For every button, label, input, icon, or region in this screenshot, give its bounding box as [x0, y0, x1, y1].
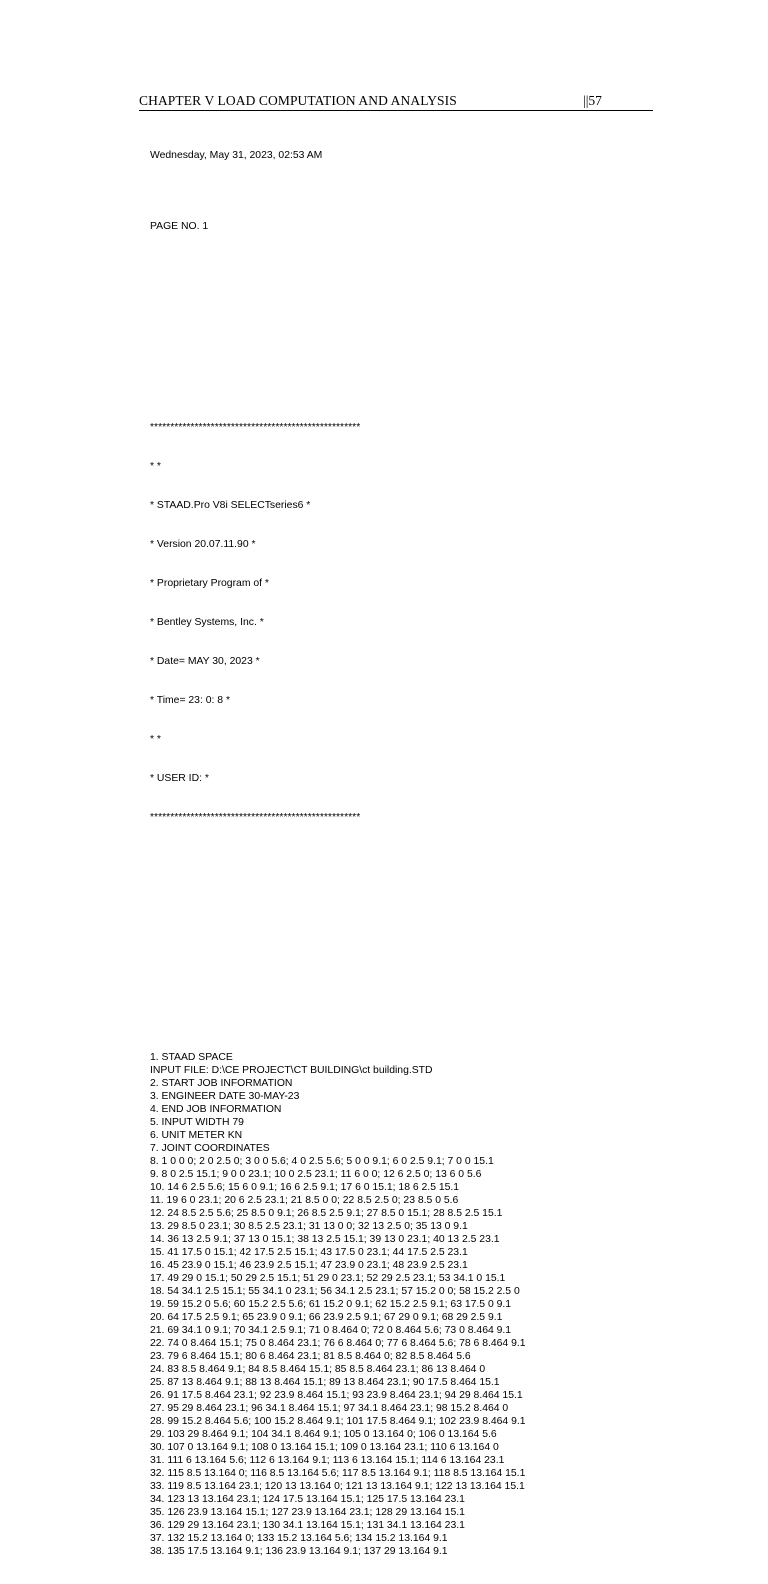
input-line: 20. 64 17.5 2.5 9.1; 65 23.9 0 9.1; 66 23.9 2.5 9.1; 67 29 0 9.1; 68 29 2.5 9.1 [150, 1312, 503, 1323]
page-number: ||57 [583, 93, 602, 108]
input-line: 19. 59 15.2 0 5.6; 60 15.2 2.5 5.6; 61 15.2 0 9.1; 62 15.2 2.5 9.1; 63 17.5 0 9.1 [150, 1299, 512, 1310]
spacer [150, 928, 650, 941]
banner-line: * STAAD.Pro V8i SELECTseries6 * [150, 500, 311, 511]
input-line: 37. 132 15.2 13.164 0; 133 15.2 13.164 5.6; 134 15.2 13.164 9.1 [150, 1533, 448, 1544]
input-line: 18. 54 34.1 2.5 15.1; 55 34.1 0 23.1; 56 34.1 2.5 23.1; 57 15.2 0 0; 58 15.2 2.5 0 [150, 1286, 520, 1297]
banner-line: * Time= 23: 0: 8 * [150, 695, 230, 706]
input-line: 26. 91 17.5 8.464 23.1; 92 23.9 8.464 15.1; 93 23.9 8.464 23.1; 94 29 8.464 15.1 [150, 1390, 523, 1401]
spacer [150, 188, 650, 194]
input-line: 3. ENGINEER DATE 30-MAY-23 [150, 1091, 300, 1102]
input-line: 38. 135 17.5 13.164 9.1; 136 23.9 13.164 9.1; 137 29 13.164 9.1 [150, 1546, 448, 1557]
input-line: 10. 14 6 2.5 5.6; 15 6 0 9.1; 16 6 2.5 9.1; 17 6 0 15.1; 18 6 2.5 15.1 [150, 1182, 460, 1193]
input-line: 16. 45 23.9 0 15.1; 46 23.9 2.5 15.1; 47 23.9 0 23.1; 48 23.9 2.5 23.1 [150, 1260, 468, 1271]
banner-line: * Date= MAY 30, 2023 * [150, 656, 260, 667]
input-line: 14. 36 13 2.5 9.1; 37 13 0 15.1; 38 13 2.5 15.1; 39 13 0 23.1; 40 13 2.5 23.1 [150, 1234, 500, 1245]
input-line: 7. JOINT COORDINATES [150, 1143, 270, 1154]
input-line: 27. 95 29 8.464 23.1; 96 34.1 8.464 15.1; 97 34.1 8.464 23.1; 98 15.2 8.464 0 [150, 1403, 509, 1414]
spacer [150, 350, 650, 356]
banner-line: * * [150, 734, 161, 745]
chapter-title: CHAPTER V LOAD COMPUTATION AND ANALYSIS [139, 93, 457, 108]
input-line: 24. 83 8.5 8.464 9.1; 84 8.5 8.464 15.1; 85 8.5 8.464 23.1; 86 13 8.464 0 [150, 1364, 486, 1375]
input-line: 22. 74 0 8.464 15.1; 75 0 8.464 23.1; 76 6 8.464 0; 77 6 8.464 5.6; 78 6 8.464 9.1 [150, 1338, 526, 1349]
banner-line: * Bentley Systems, Inc. * [150, 617, 264, 628]
banner-line: * Version 20.07.11.90 * [150, 539, 256, 550]
input-line: 28. 99 15.2 8.464 5.6; 100 15.2 8.464 9.1; 101 17.5 8.464 9.1; 102 23.9 8.464 9.1 [150, 1416, 526, 1427]
input-line: 9. 8 0 2.5 15.1; 9 0 0 23.1; 10 0 2.5 23.1; 11 6 0 0; 12 6 2.5 0; 13 6 0 5.6 [150, 1169, 482, 1180]
input-line: 1. STAAD SPACE [150, 1052, 233, 1063]
input-line: 17. 49 29 0 15.1; 50 29 2.5 15.1; 51 29 0 23.1; 52 29 2.5 23.1; 53 34.1 0 15.1 [150, 1273, 506, 1284]
banner-border-top: **************************************************** [150, 422, 361, 433]
spacer [150, 889, 650, 902]
spacer [150, 967, 650, 980]
banner-line: * Proprietary Program of * [150, 578, 269, 589]
input-line: 25. 87 13 8.464 9.1; 88 13 8.464 15.1; 89 13 8.464 23.1; 90 17.5 8.464 15.1 [150, 1377, 500, 1388]
input-line: 34. 123 13 13.164 23.1; 124 17.5 13.164 15.1; 125 17.5 13.164 23.1 [150, 1494, 465, 1505]
input-line: 15. 41 17.5 0 15.1; 42 17.5 2.5 15.1; 43 17.5 0 23.1; 44 17.5 2.5 23.1 [150, 1247, 468, 1258]
input-line: 36. 129 29 13.164 23.1; 130 34.1 13.164 15.1; 131 34.1 13.164 23.1 [150, 1520, 465, 1531]
input-line: 4. END JOB INFORMATION [150, 1104, 282, 1115]
banner-line: * USER ID: * [150, 773, 209, 784]
input-line: 11. 19 6 0 23.1; 20 6 2.5 23.1; 21 8.5 0 0; 22 8.5 2.5 0; 23 8.5 0 5.6 [150, 1195, 459, 1206]
input-line: 6. UNIT METER KN [150, 1130, 243, 1141]
staad-banner [150, 395, 650, 850]
banner-line: * * [150, 461, 161, 472]
input-line: 13. 29 8.5 0 23.1; 30 8.5 2.5 23.1; 31 13 0 0; 32 13 2.5 0; 35 13 0 9.1 [150, 1221, 468, 1232]
staad-output-text [150, 123, 650, 1584]
input-line: 23. 79 6 8.464 15.1; 80 6 8.464 23.1; 81 8.5 8.464 0; 82 8.5 8.464 5.6 [150, 1351, 471, 1362]
input-line: 21. 69 34.1 0 9.1; 70 34.1 2.5 9.1; 71 0 8.464 0; 72 0 8.464 5.6; 73 0 8.464 9.1 [150, 1325, 512, 1336]
staad-input-listing [150, 1051, 650, 1558]
banner-border-bottom: **************************************************** [150, 812, 361, 823]
spacer [150, 1006, 650, 1012]
input-line: 8. 1 0 0 0; 2 0 2.5 0; 3 0 0 5.6; 4 0 2.5 5.6; 5 0 0 9.1; 6 0 2.5 9.1; 7 0 0 15.1 [150, 1156, 494, 1167]
input-line: 31. 111 6 13.164 5.6; 112 6 13.164 9.1; 113 6 13.164 15.1; 114 6 13.164 23.1 [150, 1455, 505, 1466]
input-line: 33. 119 8.5 13.164 23.1; 120 13 13.164 0; 121 13 13.164 9.1; 122 13 13.164 15.1 [150, 1481, 525, 1492]
input-line: 2. START JOB INFORMATION [150, 1078, 293, 1089]
input-line: INPUT FILE: D:\CE PROJECT\CT BUILDING\ct building.STD [150, 1065, 433, 1076]
chapter-header [139, 90, 653, 111]
input-line: 30. 107 0 13.164 9.1; 108 0 13.164 15.1; 109 0 13.164 23.1; 110 6 13.164 0 [150, 1442, 499, 1453]
report-date: Wednesday, May 31, 2023, 02:53 AM [150, 150, 323, 161]
spacer [150, 311, 650, 324]
input-line: 12. 24 8.5 2.5 5.6; 25 8.5 0 9.1; 26 8.5 2.5 9.1; 27 8.5 0 15.1; 28 8.5 2.5 15.1 [150, 1208, 503, 1219]
report-page-number: PAGE NO. 1 [150, 221, 209, 232]
spacer [150, 272, 650, 285]
input-line: 5. INPUT WIDTH 79 [150, 1117, 244, 1128]
input-line: 35. 126 23.9 13.164 15.1; 127 23.9 13.164 23.1; 128 29 13.164 15.1 [150, 1507, 465, 1518]
input-line: 29. 103 29 8.464 9.1; 104 34.1 8.464 9.1; 105 0 13.164 0; 106 0 13.164 5.6 [150, 1429, 497, 1440]
input-line: 32. 115 8.5 13.164 0; 116 8.5 13.164 5.6; 117 8.5 13.164 9.1; 118 8.5 13.164 15.1 [150, 1468, 526, 1479]
